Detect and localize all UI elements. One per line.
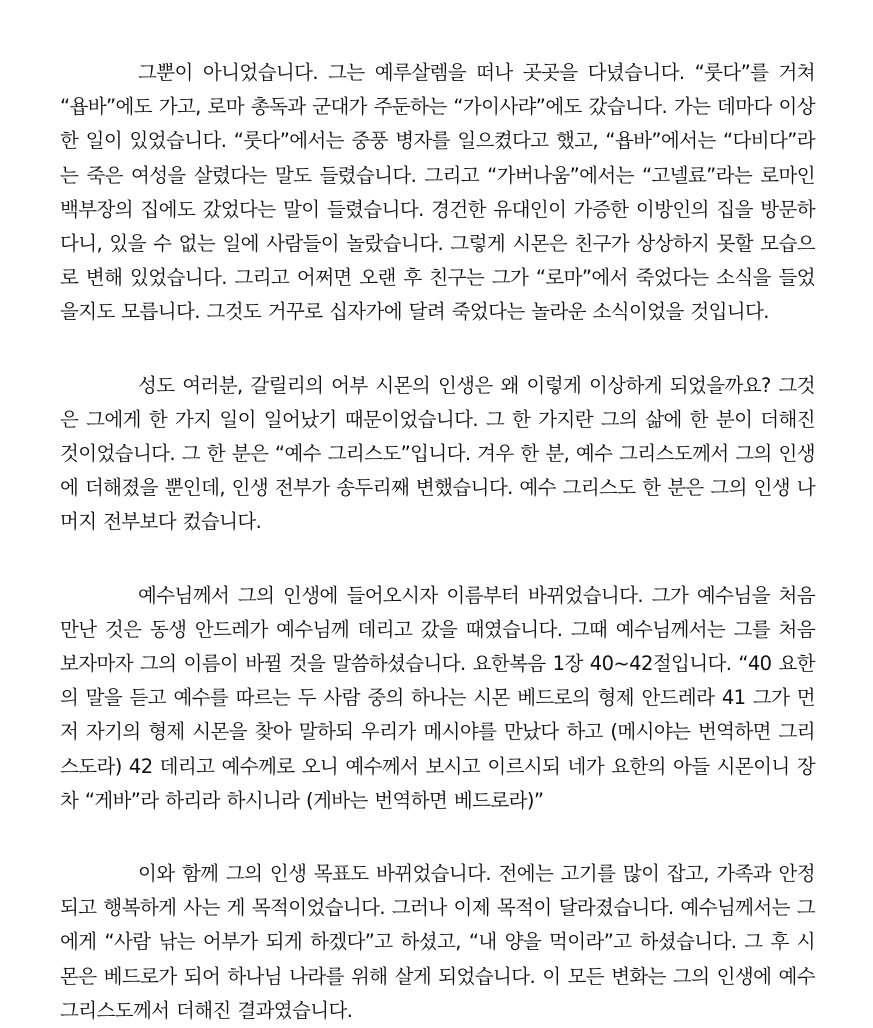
document-body	[60, 56, 815, 1028]
paragraph-3: 예수님께서 그의 인생에 들어오시자 이름부터 바뀌었습니다. 그가 예수님을 처음 만난 것은 동생 안드레가 예수님께 데리고 갔을 때였습니다. 그때 예수님께서는 그를 처음 보자마자 그의 이름이 바뀔 것을 말씀하셨습니다. 요한복음 1장 40~42절입니다. “40 요한의 말을 듣고 예수를 따르는 두 사람 중의 하나는 시몬 베드로의 형제 안드레라 41 그가 먼저 자기의 형제 시몬을 찾아 말하되 우리가 메시야를 만났다 하고 (메시야는 번역하면 그리스도라) 42 데리고 예수께로 오니 예수께서 보시고 이르시되 네가 요한의 아들 시몬이니 장차 “게바”라 하리라 하시니라 (게바는 번역하면 베드로라)”	[60, 583, 815, 812]
paragraph-2: 성도 여러분, 갈릴리의 어부 시몬의 인생은 왜 이렇게 이상하게 되었을까요? 그것은 그에게 한 가지 일이 일어났기 때문이었습니다. 그 한 가지란 그의 삶에 한 분이 더해진 것이었습니다. 그 한 분은 “예수 그리스도”입니다. 겨우 한 분, 예수 그리스도께서 그의 인생에 더해졌을 뿐인데, 인생 전부가 송두리째 변했습니다. 예수 그리스도 한 분은 그의 인생 나머지 전부보다 컸습니다.	[60, 373, 815, 534]
paragraph-4: 이와 함께 그의 인생 목표도 바뀌었습니다. 전에는 고기를 많이 잡고, 가족과 안정되고 행복하게 사는 게 목적이었습니다. 그러나 이제 목적이 달라졌습니다. 예수님께서는 그에게 “사람 낚는 어부가 되게 하겠다”고 하셨고, “내 양을 먹이라”고 하셨습니다. 그 후 시몬은 베드로가 되어 하나님 나라를 위해 살게 되었습니다. 이 모든 변화는 그의 인생에 예수 그리스도께서 더해진 결과였습니다.	[60, 862, 815, 1022]
paragraph-1: 그뿐이 아니었습니다. 그는 예루살렘을 떠나 곳곳을 다녔습니다. “룻다”를 거쳐 “욥바”에도 가고, 로마 총독과 군대가 주둔하는 “가이사랴”에도 갔습니다. 가는 데마다 이상한 일이 있었습니다. “룻다”에서는 중풍 병자를 일으켰다고 했고, “욥바”에서는 “다비다”라는 죽은 여성을 살렸다는 말도 들렸습니다. 그리고 “가버나움”에서는 “고넬료”라는 로마인 백부장의 집에도 갔었다는 말이 들렸습니다. 경건한 유대인이 가증한 이방인의 집을 방문하다니, 있을 수 없는 일에 사람들이 놀랐습니다. 그렇게 시몬은 친구가 상상하지 못할 모습으로 변해 있었습니다. 그리고 어쩌면 오랜 후 친구는 그가 “로마”에서 죽었다는 소식을 들었을지도 모릅니다. 그것도 거꾸로 십자가에 달려 죽었다는 놀라운 소식이었을 것입니다.	[60, 61, 815, 324]
